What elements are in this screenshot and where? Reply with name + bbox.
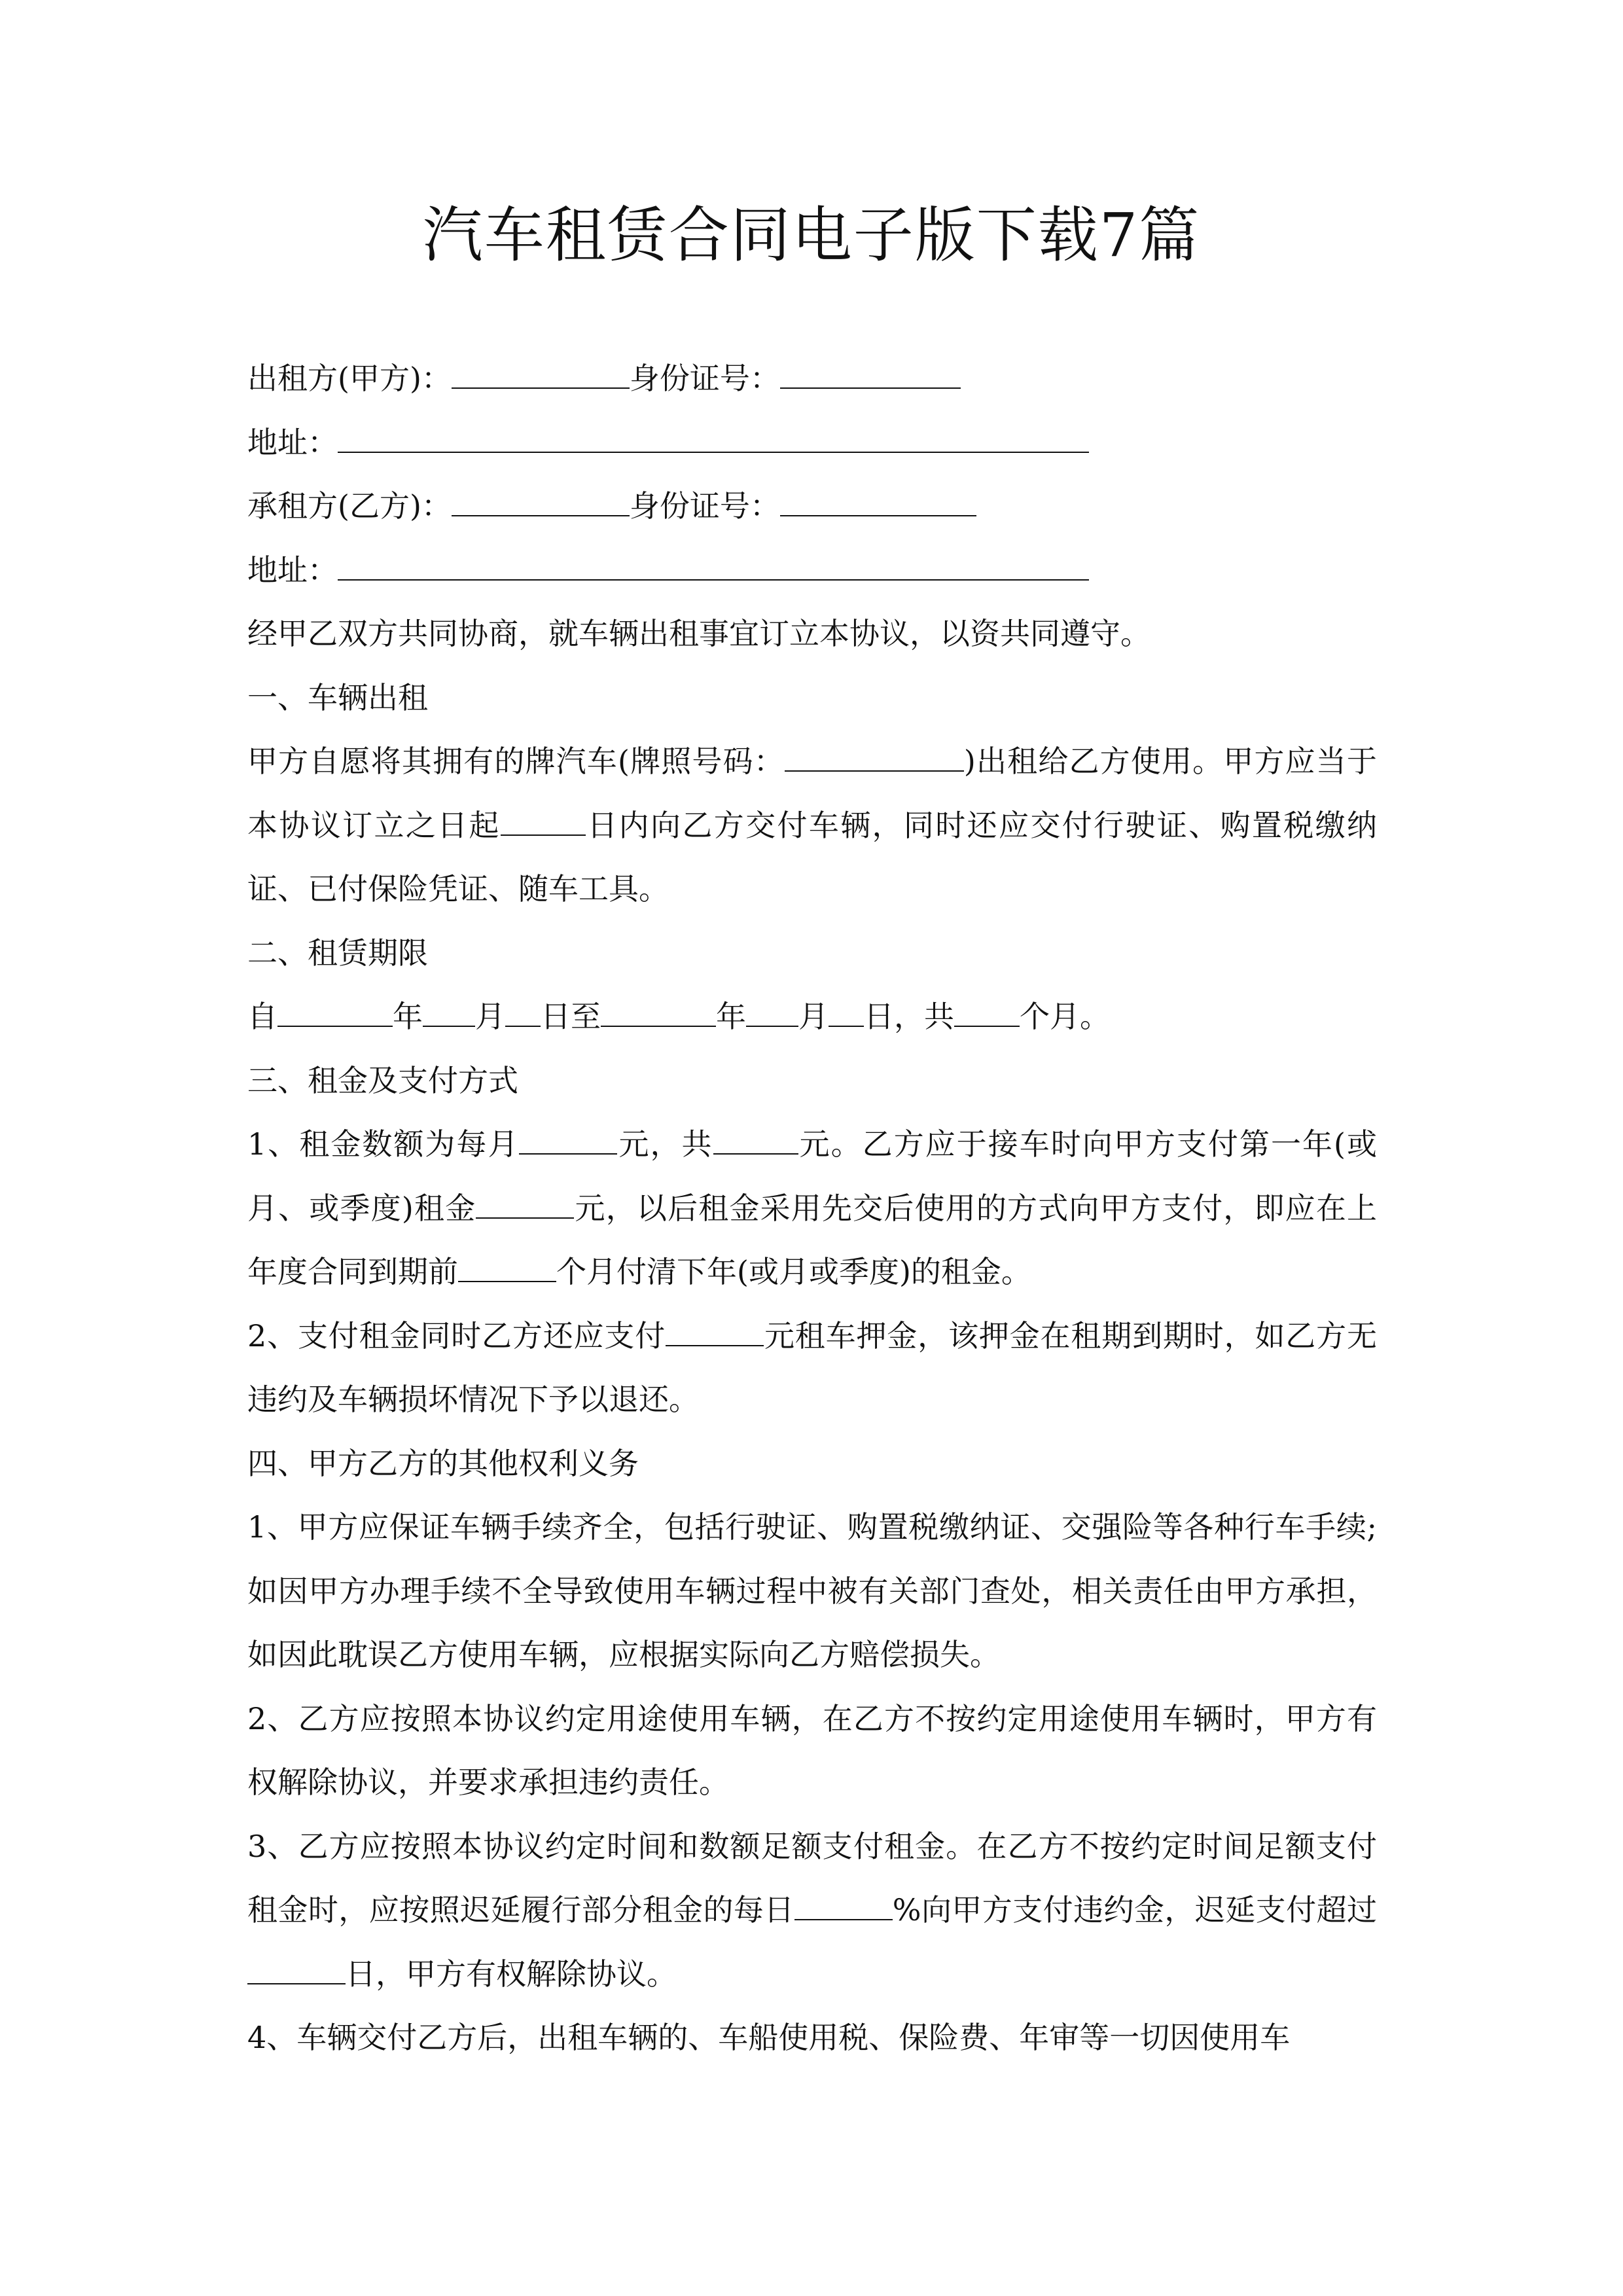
lessor-name-blank (452, 361, 630, 389)
s3-item1-a: 1、租金数额为每月 (247, 1126, 520, 1162)
lessee-label: 承租方(乙方)： (247, 488, 452, 524)
s4-item4-paragraph: 4、车辆交付乙方后，出租车辆的、车船使用税、保险费、年审等一切因使用车 (247, 2020, 1291, 2055)
s3-item2-b: 元租车押金，该押金在租期到期时，如乙方无违约及车辆损坏情况下予以退还。 (247, 1318, 1377, 1417)
term-line (247, 985, 1377, 1049)
total-months-blank (954, 999, 1020, 1027)
end-month-blank (746, 999, 798, 1027)
term-month1: 月 (475, 999, 505, 1034)
lessor-label: 出租方(甲方)： (247, 361, 452, 396)
monthly-rent-blank (519, 1127, 617, 1155)
s4-item3-paragraph (247, 1815, 1377, 2007)
section3-heading: 三、租金及支付方式 (247, 1062, 518, 1098)
s4-item3-a: 3、乙方应按照本协议约定时间和数额足额支付租金。在乙方不按约定时间足额支付租金时，应按照迟延履行部分租金的每日 (247, 1828, 1377, 1928)
s4-item1-paragraph: 1、甲方应保证车辆手续齐全，包括行驶证、购置税缴纳证、交强险等各种行车手续;如因甲方办理手续不全导致使用车辆过程中被有关部门查处，相关责任由甲方承担，如因此耽误乙方使用车辆，应根据实际向乙方赔偿损失。 (247, 1509, 1377, 1672)
document-title: 汽车租赁合同电子版下载7篇 (422, 200, 1201, 270)
s4-item2-paragraph: 2、乙方应按照本协议约定用途使用车辆，在乙方不按约定用途使用车辆时，甲方有权解除协议，并要求承担违约责任。 (247, 1700, 1377, 1800)
term-day-to: 日至 (541, 999, 601, 1034)
lessee-address-blank (338, 553, 1089, 581)
lessor-line (247, 347, 1377, 411)
intro-paragraph: 经甲乙双方共同协商，就车辆出租事宜订立本协议，以资共同遵守。 (247, 616, 1150, 651)
document-body (247, 347, 1377, 2070)
s3-item2-paragraph (247, 1304, 1377, 1432)
section1-heading: 一、车辆出租 (247, 679, 428, 715)
s3-item1-d: 元，以后租金采用先交后使用的方式向甲方支付，即应在上年度合同到期前 (247, 1190, 1377, 1289)
start-month-blank (423, 999, 475, 1027)
lessee-address-label: 地址： (247, 552, 338, 588)
section4-heading: 四、甲方乙方的其他权利义务 (247, 1445, 639, 1481)
advance-months-blank (458, 1255, 556, 1282)
lessor-id-blank (780, 361, 961, 389)
lessee-id-blank (780, 489, 976, 516)
lessor-id-label: 身份证号： (629, 361, 780, 396)
s3-item1-paragraph (247, 1113, 1377, 1304)
total-rent-blank (713, 1127, 798, 1155)
lessee-line (247, 475, 1377, 539)
s4-item3-b: %向甲方支付违约金，迟延支付超过 (892, 1892, 1377, 1928)
start-day-blank (505, 999, 541, 1027)
plate-number-blank (785, 744, 964, 772)
delivery-days-blank (501, 808, 586, 836)
start-year-blank (277, 999, 393, 1027)
penalty-rate-blank (794, 1893, 893, 1920)
term-month2: 月 (798, 999, 829, 1034)
term-from: 自 (247, 999, 277, 1034)
deposit-blank (666, 1319, 764, 1346)
s4-item3-c: 日，甲方有权解除协议。 (346, 1956, 677, 1992)
lessor-address-blank (338, 425, 1089, 453)
term-day-total: 日，共 (864, 999, 954, 1034)
term-year1: 年 (393, 999, 423, 1034)
section1-text-a: 甲方自愿将其拥有的牌汽车(牌照号码： (247, 744, 785, 779)
lessee-address-line (247, 539, 1377, 603)
section2-heading: 二、租赁期限 (247, 935, 428, 971)
lessee-id-label: 身份证号： (629, 488, 780, 524)
first-rent-blank (476, 1191, 574, 1219)
section1-text-c: 日内向乙方交付车辆，同时还应交付行驶证、购置税缴纳证、已付保险凭证、随车工具。 (247, 807, 1378, 906)
term-year2: 年 (716, 999, 746, 1034)
lessor-address-line (247, 411, 1377, 475)
section1-paragraph (247, 730, 1377, 922)
lessor-address-label: 地址： (247, 424, 338, 460)
end-year-blank (601, 999, 716, 1027)
lessee-name-blank (452, 489, 630, 516)
term-months: 个月。 (1020, 999, 1110, 1034)
s3-item1-b: 元，共 (617, 1126, 713, 1162)
overdue-days-blank (247, 1957, 346, 1984)
end-day-blank (829, 999, 864, 1027)
s3-item2-a: 2、支付租金同时乙方还应支付 (247, 1318, 666, 1354)
s3-item1-e: 个月付清下年(或月或季度)的租金。 (556, 1254, 1031, 1289)
s3-item1-c: 元。乙方应于接车时向甲方支付第一年(或月、或季度)租金 (247, 1126, 1377, 1226)
section1-text-b: )出租给乙方使用。甲方应当于本协议订立之日起 (247, 744, 1377, 843)
